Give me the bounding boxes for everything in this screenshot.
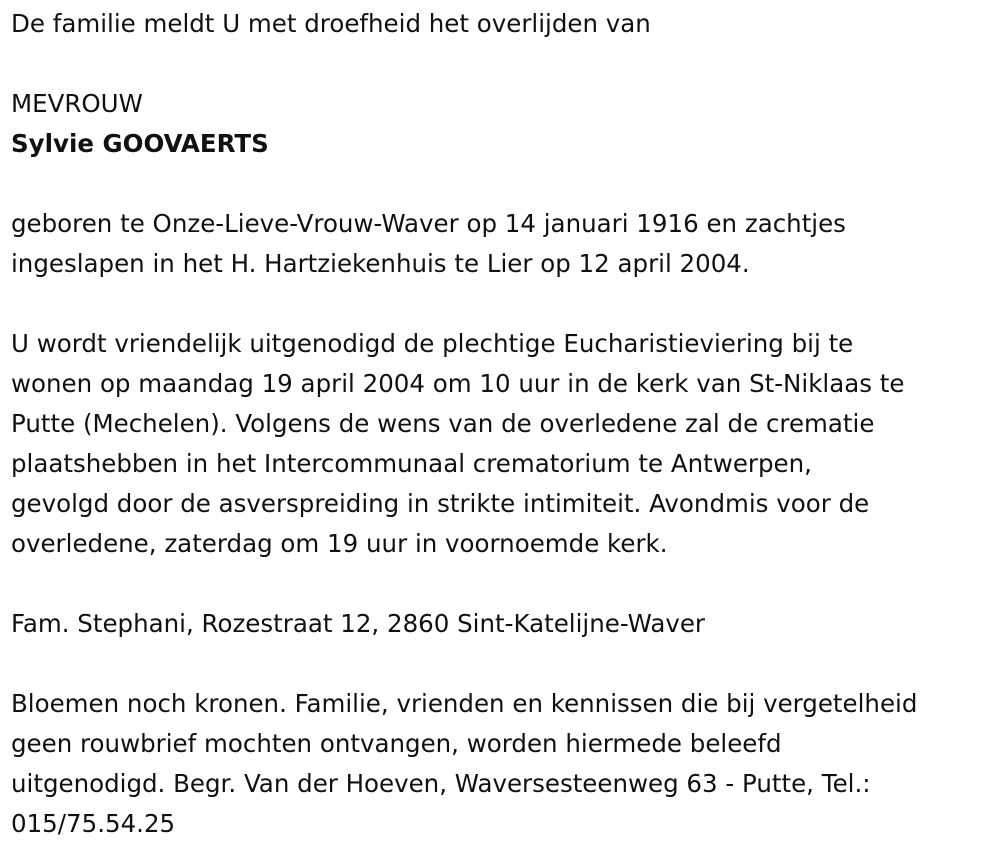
birth-death-paragraph [11, 204, 991, 284]
paragraph-line: geen rouwbrief mochten ontvangen, worden hiermede beleefd [11, 729, 782, 758]
family-address: Fam. Stephani, Rozestraat 12, 2860 Sint-Katelijne-Waver [11, 609, 705, 638]
closing-paragraph [11, 684, 991, 844]
spacer [11, 644, 991, 684]
paragraph-line: 015/75.54.25 [11, 809, 176, 838]
paragraph-line: gevolgd door de asverspreiding in strikte intimiteit. Avondmis voor de [11, 489, 870, 518]
deceased-name: Sylvie GOOVAERTS [11, 129, 269, 158]
intro-text: De familie meldt U met droefheid het overlijden van [11, 9, 651, 38]
paragraph-line: plaatshebben in het Intercommunaal crematorium te Antwerpen, [11, 449, 812, 478]
paragraph-line: ingeslapen in het H. Hartziekenhuis te Lier op 12 april 2004. [11, 249, 750, 278]
paragraph-line: wonen op maandag 19 april 2004 om 10 uur in de kerk van St-Niklaas te [11, 369, 905, 398]
paragraph-line: uitgenodigd. Begr. Van der Hoeven, Waversesteenweg 63 - Putte, Tel.: [11, 769, 871, 798]
ceremony-paragraph [11, 324, 991, 564]
paragraph-line: geboren te Onze-Lieve-Vrouw-Waver op 14 januari 1916 en zachtjes [11, 209, 846, 238]
paragraph-line: Putte (Mechelen). Volgens de wens van de overledene zal de crematie [11, 409, 875, 438]
spacer [11, 284, 991, 324]
salutation: MEVROUW [11, 89, 143, 118]
paragraph-line: U wordt vriendelijk uitgenodigd de plechtige Eucharistieviering bij te [11, 329, 854, 358]
paragraph-line: overledene, zaterdag om 19 uur in voornoemde kerk. [11, 529, 668, 558]
paragraph-line: Bloemen noch kronen. Familie, vrienden en kennissen die bij vergetelheid [11, 689, 918, 718]
spacer [11, 164, 991, 204]
death-notice [11, 4, 991, 844]
spacer [11, 44, 991, 84]
spacer [11, 564, 991, 604]
